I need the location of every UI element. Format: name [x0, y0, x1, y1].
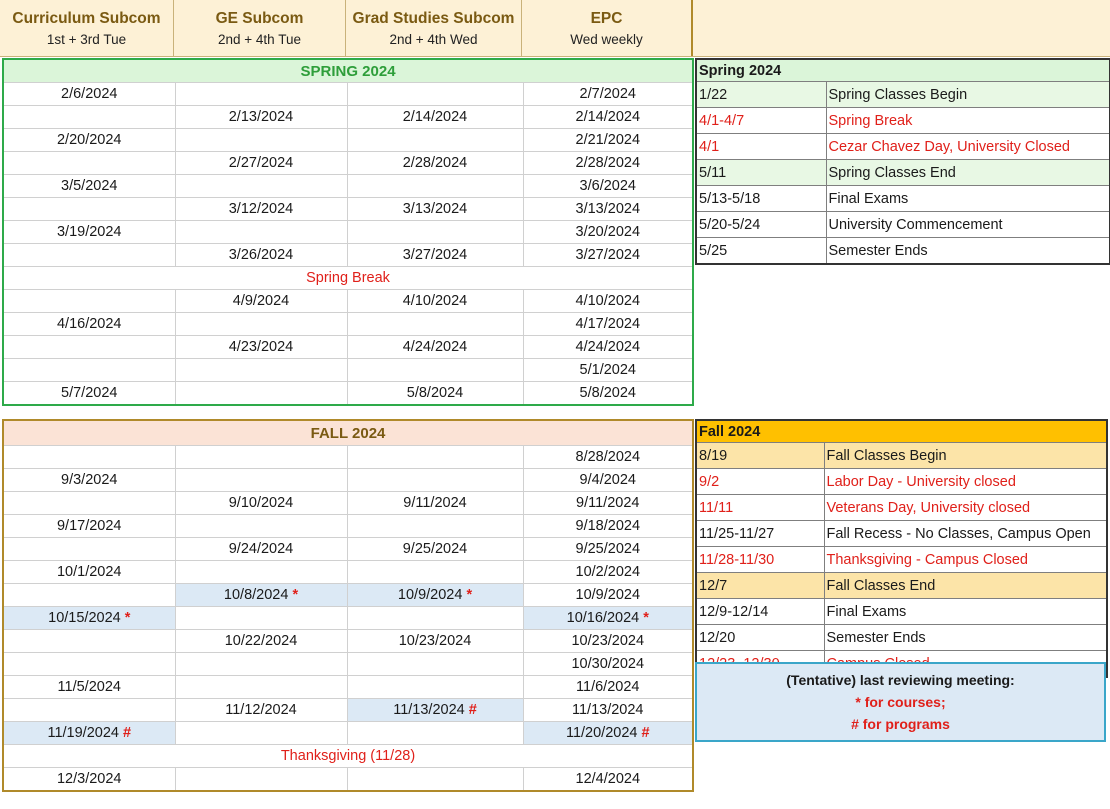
meeting-date-cell	[3, 336, 175, 359]
meeting-date-cell	[3, 290, 175, 313]
meeting-date-cell	[175, 221, 347, 244]
review-marker: *	[120, 610, 131, 626]
meeting-date-cell: 11/13/2024	[523, 699, 693, 722]
meeting-date-cell: 5/8/2024	[347, 382, 523, 406]
meeting-date-cell	[3, 492, 175, 515]
table-row	[3, 313, 693, 336]
meeting-date-cell: 3/6/2024	[523, 175, 693, 198]
table-row	[3, 676, 693, 699]
header-row	[0, 0, 1110, 57]
meeting-date-cell: 4/23/2024	[175, 336, 347, 359]
meeting-date-cell: 9/10/2024	[175, 492, 347, 515]
meeting-date-cell: 11/6/2024	[523, 676, 693, 699]
meeting-date-cell	[347, 584, 523, 607]
meeting-date-cell	[175, 313, 347, 336]
meeting-date-cell	[3, 584, 175, 607]
key-row	[696, 625, 1107, 651]
table-row	[3, 336, 693, 359]
meeting-date-cell	[175, 129, 347, 152]
key-date: 8/19	[696, 443, 824, 469]
section-title: SPRING 2024	[3, 59, 693, 83]
meeting-date-cell: 4/10/2024	[347, 290, 523, 313]
section-title-row	[3, 420, 693, 446]
key-row	[696, 238, 1110, 265]
meeting-date-cell	[3, 359, 175, 382]
meeting-date-cell	[347, 175, 523, 198]
meeting-date-cell	[3, 653, 175, 676]
key-event: Semester Ends	[826, 238, 1110, 265]
meeting-date-cell: 9/25/2024	[523, 538, 693, 561]
table-row	[3, 106, 693, 129]
header-title: Grad Studies Subcom	[352, 9, 515, 27]
review-marker: *	[639, 610, 649, 626]
header-subtitle: 2nd + 4th Wed	[389, 31, 478, 47]
key-date: 4/1-4/7	[696, 108, 826, 134]
key-date: 5/11	[696, 160, 826, 186]
key-date: 12/9-12/14	[696, 599, 824, 625]
meeting-date-cell	[347, 129, 523, 152]
review-marker: *	[288, 587, 299, 603]
meeting-date-cell: 4/17/2024	[523, 313, 693, 336]
meeting-date-cell	[3, 446, 175, 469]
key-title-row	[696, 420, 1107, 443]
meeting-date-cell: 10/30/2024	[523, 653, 693, 676]
key-event: Spring Break	[826, 108, 1110, 134]
key-row	[696, 108, 1110, 134]
key-row	[696, 212, 1110, 238]
review-marker: *	[462, 587, 473, 603]
review-marker: #	[464, 702, 477, 718]
meeting-date-cell	[175, 446, 347, 469]
meeting-date: 10/9/2024	[397, 587, 463, 603]
meeting-date-cell: 9/11/2024	[347, 492, 523, 515]
meeting-date-cell	[175, 607, 347, 630]
break-row-label: Spring Break	[3, 267, 693, 290]
table-row	[3, 198, 693, 221]
meeting-date-cell	[3, 152, 175, 175]
key-title: Spring 2024	[696, 59, 1110, 82]
table-row	[3, 244, 693, 267]
meeting-date-cell: 10/23/2024	[347, 630, 523, 653]
table-row	[3, 768, 693, 792]
table-row	[3, 607, 693, 630]
key-event: Final Exams	[826, 186, 1110, 212]
key-row	[696, 443, 1107, 469]
table-row	[3, 382, 693, 406]
table-row	[3, 469, 693, 492]
meeting-date-cell	[3, 244, 175, 267]
meeting-date-cell: 11/12/2024	[175, 699, 347, 722]
table-row	[3, 699, 693, 722]
table-row	[3, 221, 693, 244]
note-programs: # for programs	[851, 716, 950, 732]
meeting-date-cell: 8/28/2024	[523, 446, 693, 469]
spring-schedule-table	[2, 58, 694, 406]
meeting-date-cell: 5/7/2024	[3, 382, 175, 406]
meeting-date-cell: 2/14/2024	[347, 106, 523, 129]
meeting-date-cell: 2/27/2024	[175, 152, 347, 175]
meeting-date-cell: 10/1/2024	[3, 561, 175, 584]
meeting-date-cell	[347, 653, 523, 676]
meeting-date: 11/13/2024	[393, 702, 465, 718]
meeting-date-cell: 3/27/2024	[347, 244, 523, 267]
key-event: Fall Recess - No Classes, Campus Open	[824, 521, 1107, 547]
key-date: 9/2	[696, 469, 824, 495]
meeting-date-cell	[175, 653, 347, 676]
section-title: FALL 2024	[3, 420, 693, 446]
table-row	[3, 129, 693, 152]
meeting-date-cell	[347, 676, 523, 699]
key-event: Fall Classes Begin	[824, 443, 1107, 469]
meeting-date-cell	[175, 676, 347, 699]
review-marker: #	[118, 725, 132, 741]
meeting-date-cell: 10/9/2024	[523, 584, 693, 607]
table-row	[3, 515, 693, 538]
key-row	[696, 547, 1107, 573]
header-title: EPC	[590, 9, 623, 27]
table-row	[3, 653, 693, 676]
meeting-date-cell: 2/28/2024	[523, 152, 693, 175]
key-event: Semester Ends	[824, 625, 1107, 651]
meeting-date-cell: 4/10/2024	[523, 290, 693, 313]
meeting-date-cell	[347, 359, 523, 382]
meeting-date-cell: 3/12/2024	[175, 198, 347, 221]
header-ge	[174, 0, 346, 56]
key-row	[696, 134, 1110, 160]
header-subtitle: 1st + 3rd Tue	[46, 31, 127, 47]
key-date: 12/20	[696, 625, 824, 651]
meeting-date-cell: 4/16/2024	[3, 313, 175, 336]
key-row	[696, 82, 1110, 108]
meeting-date-cell: 2/28/2024	[347, 152, 523, 175]
meeting-date-cell: 3/5/2024	[3, 175, 175, 198]
fall-key-table	[695, 419, 1108, 678]
meeting-date-cell	[175, 469, 347, 492]
key-event: Final Exams	[824, 599, 1107, 625]
meeting-date-cell: 10/23/2024	[523, 630, 693, 653]
table-row	[3, 745, 693, 768]
meeting-date-cell	[175, 561, 347, 584]
meeting-date-cell: 9/25/2024	[347, 538, 523, 561]
note-title: (Tentative) last reviewing meeting:	[786, 672, 1015, 688]
header-epc	[522, 0, 693, 56]
key-event: Fall Classes End	[824, 573, 1107, 599]
key-date: 4/1	[696, 134, 826, 160]
table-row	[3, 83, 693, 106]
meeting-date-cell	[175, 359, 347, 382]
key-event: Spring Classes End	[826, 160, 1110, 186]
meeting-date: 10/8/2024	[223, 587, 289, 603]
meeting-date-cell: 12/4/2024	[523, 768, 693, 792]
meeting-date: 10/16/2024	[566, 610, 640, 626]
meeting-date-cell: 3/27/2024	[523, 244, 693, 267]
table-row	[3, 538, 693, 561]
meeting-date-cell	[3, 699, 175, 722]
key-date: 5/25	[696, 238, 826, 265]
meeting-date-cell: 2/7/2024	[523, 83, 693, 106]
meeting-date-cell	[347, 446, 523, 469]
meeting-date-cell	[347, 221, 523, 244]
table-row	[3, 267, 693, 290]
meeting-date-cell	[3, 607, 175, 630]
key-event: Veterans Day, University closed	[824, 495, 1107, 521]
key-row	[696, 495, 1107, 521]
key-date: 1/22	[696, 82, 826, 108]
key-date: 11/25-11/27	[696, 521, 824, 547]
table-row	[3, 175, 693, 198]
header-subtitle: 2nd + 4th Tue	[218, 31, 301, 47]
review-marker: #	[637, 725, 650, 741]
fall-schedule-table	[2, 419, 694, 792]
meeting-date-cell: 3/26/2024	[175, 244, 347, 267]
table-row	[3, 446, 693, 469]
header-curriculum	[0, 0, 174, 56]
key-date: 5/13-5/18	[696, 186, 826, 212]
spring-key-table	[695, 58, 1110, 265]
meeting-date-cell: 11/5/2024	[3, 676, 175, 699]
meeting-date-cell: 9/18/2024	[523, 515, 693, 538]
meeting-date-cell	[347, 313, 523, 336]
key-row	[696, 573, 1107, 599]
meeting-date-cell	[347, 561, 523, 584]
meeting-date-cell	[347, 515, 523, 538]
key-date: 5/20-5/24	[696, 212, 826, 238]
meeting-date-cell	[347, 83, 523, 106]
header-grad	[346, 0, 522, 56]
meeting-date-cell: 4/9/2024	[175, 290, 347, 313]
meeting-date-cell	[3, 198, 175, 221]
meeting-date-cell: 3/13/2024	[347, 198, 523, 221]
meeting-date-cell: 10/2/2024	[523, 561, 693, 584]
meeting-date-cell	[347, 722, 523, 745]
key-date: 11/11	[696, 495, 824, 521]
meeting-date-cell: 3/19/2024	[3, 221, 175, 244]
meeting-date-cell: 2/14/2024	[523, 106, 693, 129]
key-row	[696, 521, 1107, 547]
meeting-date-cell	[3, 106, 175, 129]
meeting-date-cell: 10/22/2024	[175, 630, 347, 653]
meeting-date-cell	[347, 699, 523, 722]
key-event: Spring Classes Begin	[826, 82, 1110, 108]
meeting-date-cell	[175, 584, 347, 607]
meeting-date-cell	[523, 607, 693, 630]
meeting-date-cell: 4/24/2024	[347, 336, 523, 359]
key-event: Thanksgiving - Campus Closed	[824, 547, 1107, 573]
meeting-date: 11/20/2024	[565, 725, 638, 741]
meeting-date-cell: 3/13/2024	[523, 198, 693, 221]
meeting-date-cell: 4/24/2024	[523, 336, 693, 359]
meeting-date-cell	[347, 469, 523, 492]
meeting-date-cell	[3, 722, 175, 745]
key-title-row	[696, 59, 1110, 82]
meeting-date-cell: 9/24/2024	[175, 538, 347, 561]
key-event: Labor Day - University closed	[824, 469, 1107, 495]
meeting-date-cell: 9/4/2024	[523, 469, 693, 492]
meeting-date-cell: 2/21/2024	[523, 129, 693, 152]
key-date: 11/28-11/30	[696, 547, 824, 573]
table-row	[3, 152, 693, 175]
meeting-date-cell: 5/1/2024	[523, 359, 693, 382]
tentative-note-box	[695, 662, 1106, 742]
meeting-date: 10/15/2024	[48, 610, 121, 626]
key-title: Fall 2024	[696, 420, 1107, 443]
meeting-date-cell	[3, 538, 175, 561]
key-row	[696, 469, 1107, 495]
key-event: University Commencement	[826, 212, 1110, 238]
table-row	[3, 492, 693, 515]
header-title: Curriculum Subcom	[12, 9, 161, 27]
meeting-date-cell: 3/20/2024	[523, 221, 693, 244]
key-date: 12/7	[696, 573, 824, 599]
note-courses: * for courses;	[855, 694, 946, 710]
table-row	[3, 290, 693, 313]
header-title: GE Subcom	[215, 9, 304, 27]
meeting-date-cell	[175, 722, 347, 745]
meeting-date-cell	[175, 768, 347, 792]
table-row	[3, 722, 693, 745]
meeting-date-cell	[3, 630, 175, 653]
table-row	[3, 561, 693, 584]
meeting-date-cell: 9/17/2024	[3, 515, 175, 538]
meeting-date: 11/19/2024	[47, 725, 119, 741]
meeting-date-cell: 9/11/2024	[523, 492, 693, 515]
break-row-label: Thanksgiving (11/28)	[3, 745, 693, 768]
key-row	[696, 186, 1110, 212]
meeting-date-cell	[175, 83, 347, 106]
meeting-date-cell: 9/3/2024	[3, 469, 175, 492]
meeting-date-cell: 5/8/2024	[523, 382, 693, 406]
table-row	[3, 584, 693, 607]
meeting-date-cell: 2/13/2024	[175, 106, 347, 129]
meeting-date-cell	[523, 722, 693, 745]
meeting-date-cell	[347, 607, 523, 630]
key-row	[696, 160, 1110, 186]
table-row	[3, 630, 693, 653]
meeting-date-cell	[175, 515, 347, 538]
table-row	[3, 359, 693, 382]
meeting-date-cell: 12/3/2024	[3, 768, 175, 792]
key-event: Cezar Chavez Day, University Closed	[826, 134, 1110, 160]
meeting-date-cell	[175, 175, 347, 198]
meeting-date-cell: 2/20/2024	[3, 129, 175, 152]
meeting-date-cell	[175, 382, 347, 406]
header-subtitle: Wed weekly	[570, 31, 643, 47]
meeting-date-cell: 2/6/2024	[3, 83, 175, 106]
key-row	[696, 599, 1107, 625]
meeting-date-cell	[347, 768, 523, 792]
section-title-row	[3, 59, 693, 83]
